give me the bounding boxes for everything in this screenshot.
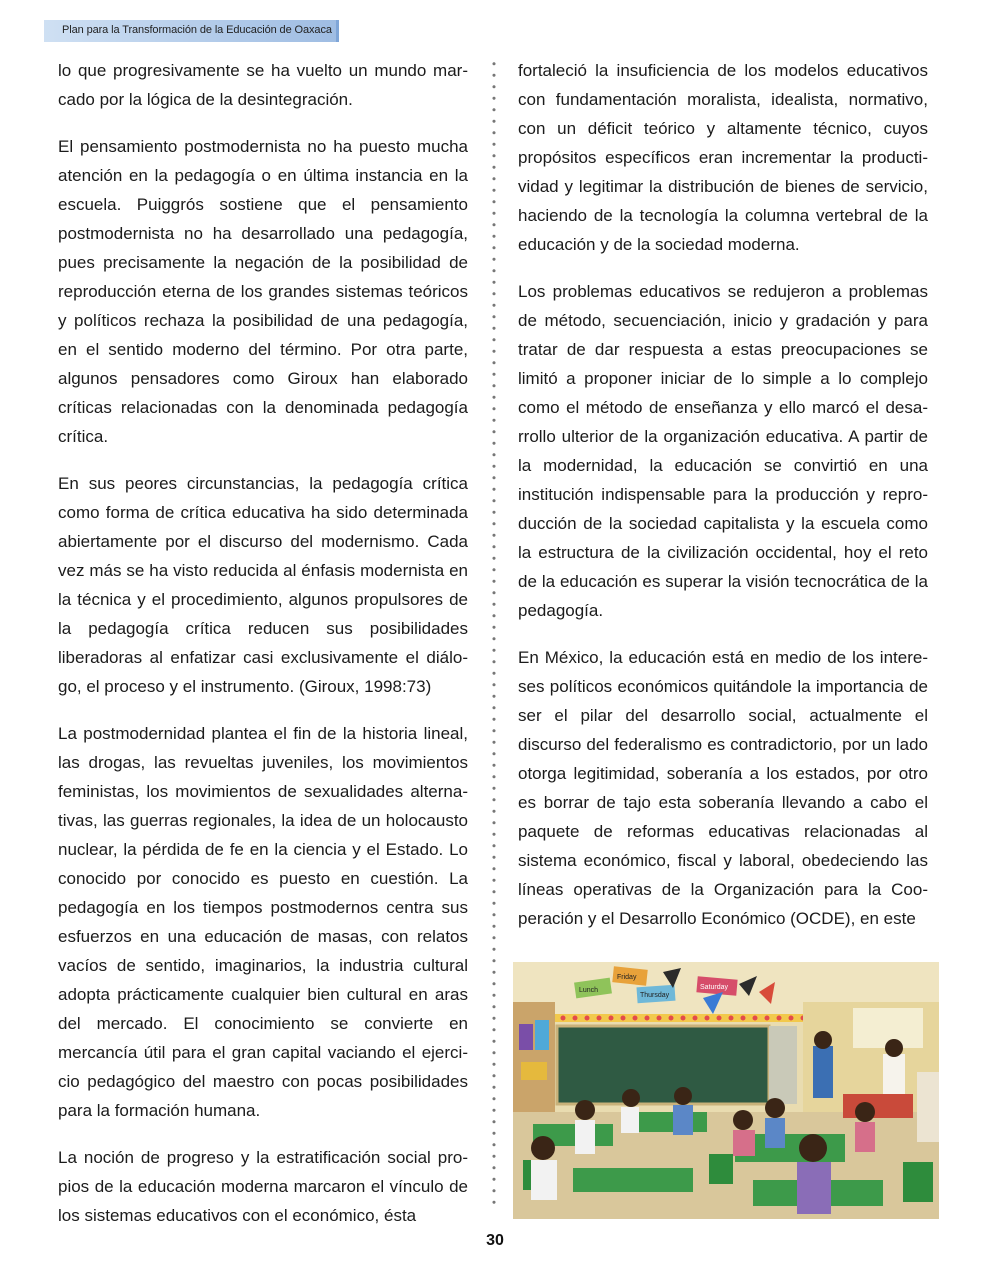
paragraph: La postmodernidad plantea el fin de la historia lineal, las drogas, las revueltas juveniles, los movimientos feministas, los movimientos de sexualidades alternativas, las guerras regionales, la idea de un holocausto nuclear, la pérdida de fe en la ciencia y el Estado. Lo conocido por conocido es puesto en cuestión. La pedagogía en los tiempos postmodernos centra sus esfuerzos en una educación de masas, con relatos vacíos de sentido, imaginarios, la industria cultural adopta prácticamente cualquier bien cultural en aras del mercado. El conocimiento se convierte en mercancía útil para el gran capital vaciando el ejercicio pedagógico del maestro con pocas posibilidades para la formación humana. bbox=[58, 724, 468, 1120]
paragraph: El pensamiento postmodernista no ha puesto mucha atención en la pedagogía o en última instancia en la escuela. Puiggrós sostiene que el pensamiento postmodernista no ha desarrollado una pedagogía, pues precisamente la negación de la posibilidad de reproducción eterna de los grandes sistemas teóricos y políticos rechaza la posibilidad de una pedagogía, en el sentido moderno del término. Por otra parte, algunos pensadores como Giroux han elaborado críticas relacionadas con la denominada pedagogía crítica. bbox=[58, 137, 468, 446]
paragraph: Los problemas educativos se redujeron a problemas de método, secuenciación, inicio y gradación y para tratar de dar respuesta a estas preocupaciones se limitó a proponer iniciar de lo simple a lo complejo como el método de enseñanza y ello marcó el desarrollo ulterior de la organización educativa. A partir de la modernidad, la educación se convirtió en una institución indispensable para la producción y reproducción de la sociedad capitalista y la escuela como la estructura de la civilización occidental, hoy el reto de la educación es superar la visión tecnocrática de la pedagogía. bbox=[518, 282, 928, 620]
svg-text:Friday: Friday bbox=[617, 974, 637, 981]
classroom-photo bbox=[513, 962, 939, 1219]
paragraph: En sus peores circunstancias, la pedagogía crítica como forma de crítica educativa ha sido determinada abiertamente por el discurso del modernismo. Cada vez más se ha visto reducida al énfasis modernista en la técnica y el procedimiento, algunos propulsores de la pedagogía crítica reducen sus posibilidades liberadoras al enfatizar casi exclusivamente el diálogo, el proceso y el instrumento. (Giroux, 1998:73) bbox=[58, 474, 468, 696]
dotted-column-divider bbox=[492, 58, 496, 1206]
paragraph: fortaleció la insuficiencia de los modelos educativos con fundamentación moralista, idealista, normativo, con un déficit teórico y altamente técnico, cuyos propósitos específicos eran incrementar la productividad y legitimar la distribución de bienes de servicio, haciendo de la tecnología la columna vertebral de la educación y de la sociedad moderna. bbox=[518, 61, 928, 254]
paragraph: En México, la educación está en medio de los intereses políticos económicos quitándole la importancia de ser el pilar del desarrollo social, actualmente el discurso del federalismo es contradictorio, por un lado otorga legitimidad, soberanía a los estados, por otro es borrar de tajo esta soberanía llevando a cabo el paquete de reformas educativas relacionadas al sistema económico, fiscal y laboral, obedeciendo las líneas operativas de la Organización para la Cooperación y el Desarrollo Económico (OCDE), en este bbox=[518, 648, 928, 928]
svg-text:Thursday: Thursday bbox=[640, 992, 670, 999]
paragraph: lo que progresivamente se ha vuelto un mundo marcado por la lógica de la desintegración. bbox=[58, 61, 468, 109]
page-number: 30 bbox=[486, 1232, 504, 1249]
running-header bbox=[44, 20, 339, 42]
paragraph: La noción de progreso y la estratificación social propios de la educación moderna marcaron el vínculo de los sistemas educativos con el económico, ésta bbox=[58, 1148, 468, 1225]
svg-text:Saturday: Saturday bbox=[700, 984, 729, 991]
left-text-column bbox=[58, 56, 468, 1248]
running-header-title: Plan para la Transformación de la Educación de Oaxaca bbox=[62, 24, 332, 36]
svg-text:Lunch: Lunch bbox=[579, 987, 599, 994]
right-text-column bbox=[518, 56, 928, 951]
wall-label bbox=[636, 985, 675, 1004]
